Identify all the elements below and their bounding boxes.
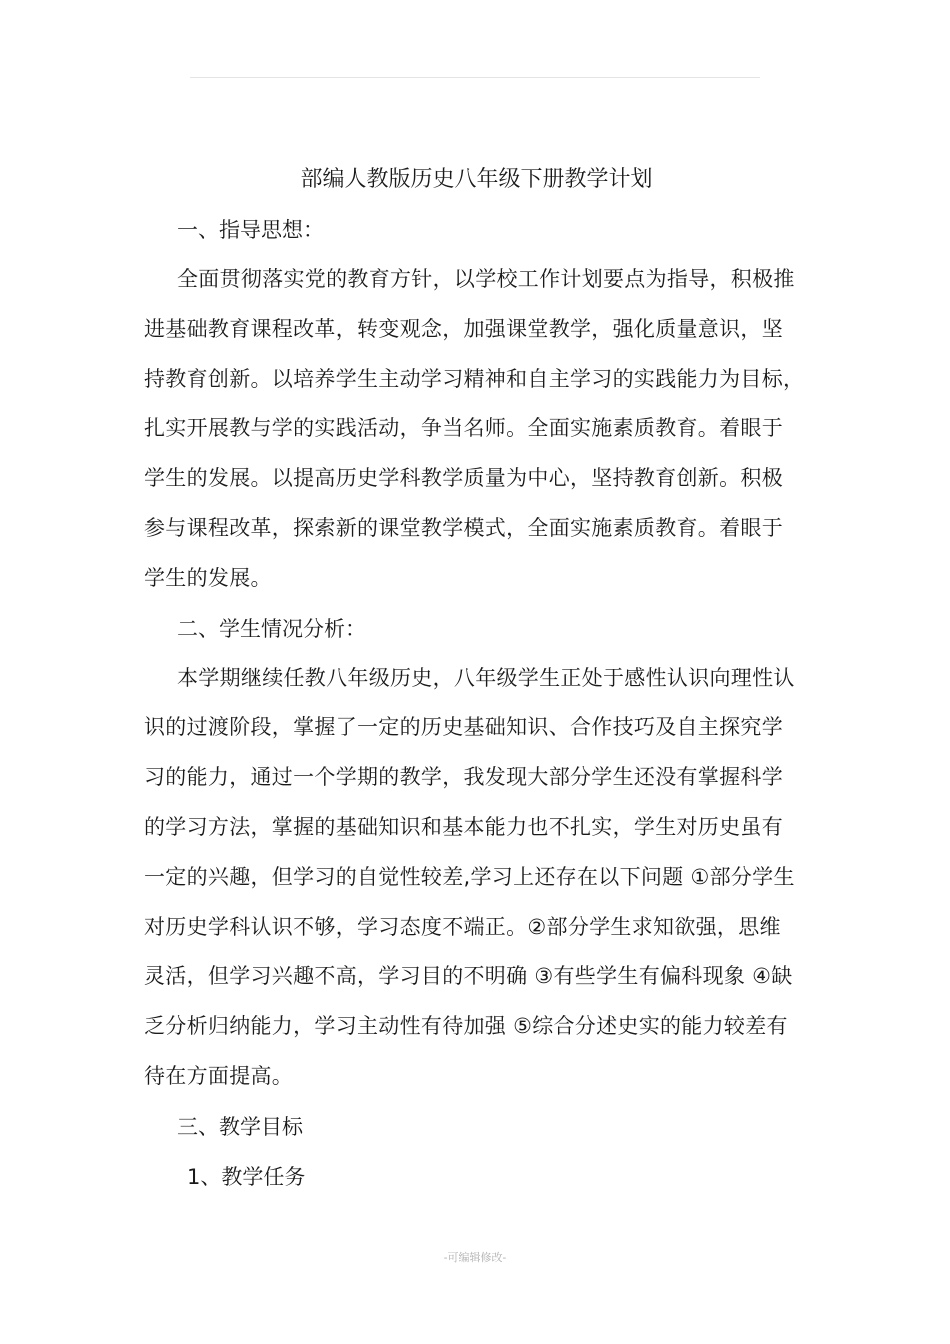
paragraph-line: 本学期继续任教八年级历史，八年级学生正处于感性认识向理性认 [177, 665, 795, 690]
paragraph-line: 进基础教育课程改革，转变观念，加强课堂教学，强化质量意识，坚 [144, 316, 783, 341]
footer-editable-note: -可编辑修改- [443, 1251, 507, 1264]
paragraph-line: 识的过渡阶段，掌握了一定的历史基础知识、合作技巧及自主探究学 [144, 715, 783, 740]
paragraph-line: 乏分析归纳能力，学习主动性有待加强 ⑤综合分述史实的能力较差有 [144, 1014, 788, 1039]
paragraph-line: 学生的发展。 [144, 565, 272, 590]
section-heading-student-analysis: 二、学生情况分析： [177, 616, 366, 641]
paragraph-line: 习的能力，通过一个学期的教学，我发现大部分学生还没有掌握科学 [144, 765, 783, 790]
subheading-teaching-tasks: 1、教学任务 [187, 1164, 306, 1189]
paragraph-line: 一定的兴趣，但学习的自觉性较差,学习上还存在以下问题 ①部分学生 [144, 864, 795, 889]
paragraph-line: 参与课程改革，探索新的课堂教学模式，全面实施素质教育。着眼于 [144, 515, 783, 540]
section-heading-guiding-ideology: 一、指导思想： [177, 218, 324, 242]
paragraph-line: 的学习方法，掌握的基础知识和基本能力也不扎实，学生对历史虽有 [144, 814, 783, 839]
paragraph-line: 扎实开展教与学的实践活动，争当名师。全面实施素质教育。着眼于 [144, 416, 783, 441]
paragraph-line: 待在方面提高。 [144, 1063, 294, 1088]
paragraph-line: 持教育创新。以培养学生主动学习精神和自主学习的实践能力为目标， [144, 366, 805, 391]
paragraph-line: 灵活，但学习兴趣不高，学习目的不明确 ③有些学生有偏科现象 ④缺 [144, 964, 793, 989]
document-title: 部编人教版历史八年级下册教学计划 [300, 167, 653, 192]
paragraph-guiding-ideology [144, 255, 809, 604]
paragraph-student-analysis [144, 654, 809, 1102]
section-heading-teaching-goals: 三、教学目标 [177, 1114, 303, 1139]
paragraph-line: 全面贯彻落实党的教育方针，以学校工作计划要点为指导，积极推 [177, 267, 795, 291]
paragraph-line: 对历史学科认识不够，学习态度不端正。②部分学生求知欲强，思维 [144, 914, 781, 939]
document-body [144, 155, 809, 1202]
header-divider [190, 77, 760, 78]
paragraph-line: 学生的发展。以提高历史学科教学质量为中心，坚持教育创新。积极 [144, 466, 783, 491]
